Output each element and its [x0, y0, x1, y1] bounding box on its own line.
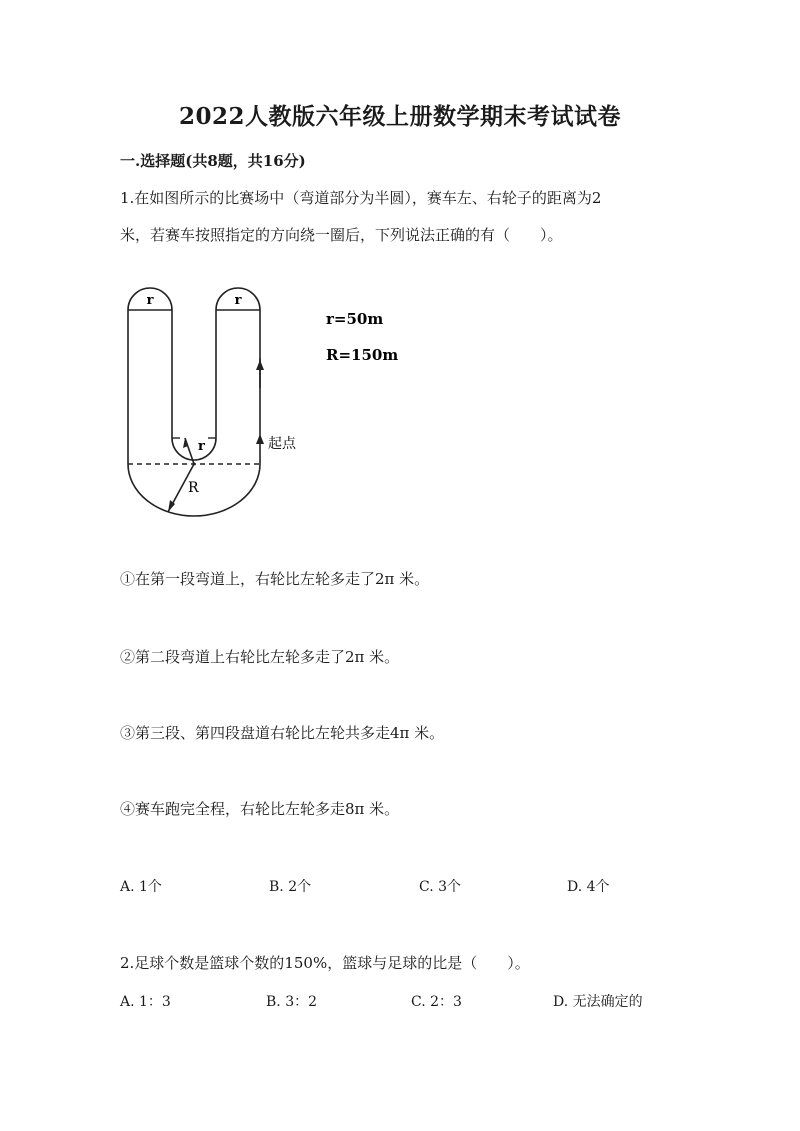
q1-choice-b: B. 2个	[269, 879, 312, 895]
q1-choice-c: C. 3个	[419, 879, 462, 895]
label-r-right: r	[234, 293, 242, 308]
question-2-text: 2.足球个数是篮球个数的150%，篮球与足球的比是（ ）。	[120, 954, 530, 972]
q2-choice-b: B. 3：2	[266, 994, 318, 1010]
section-heading: 一.选择题(共8题，共16分)	[120, 152, 306, 170]
note-r: r=50m	[326, 310, 384, 328]
q1-choice-d: D. 4个	[567, 879, 610, 895]
statement-1: ①在第一段弯道上，右轮比左轮多走了2π 米。	[120, 570, 430, 588]
race-track-figure	[110, 278, 410, 528]
note-R: R=150m	[326, 346, 399, 364]
label-r-left: r	[146, 293, 154, 308]
page-title: 2022人教版六年级上册数学期末考试试卷	[178, 103, 621, 130]
q2-choice-c: C. 2：3	[411, 994, 462, 1010]
label-R: R	[188, 480, 199, 496]
statement-3: ③第三段、第四段盘道右轮比左轮共多走4π 米。	[120, 724, 445, 742]
q1-choice-a: A. 1个	[120, 879, 162, 895]
statement-4: ④赛车跑完全程，右轮比左轮多走8π 米。	[120, 800, 400, 818]
q2-choice-d: D. 无法确定的	[553, 994, 643, 1010]
inner-bottom-curve	[172, 438, 216, 460]
question-1-text-line-1: 1.在如图所示的比赛场中（弯道部分为半圆），赛车左、右轮子的距离为2	[120, 189, 602, 207]
label-r-inner: r	[198, 439, 205, 454]
q2-choice-a: A. 1：3	[120, 994, 171, 1010]
start-label: 起点	[268, 436, 296, 452]
statement-2: ②第二段弯道上右轮比左轮多走了2π 米。	[120, 648, 400, 666]
question-1-text-line-2: 米，若赛车按照指定的方向绕一圈后，下列说法正确的有（ ）。	[120, 226, 563, 244]
